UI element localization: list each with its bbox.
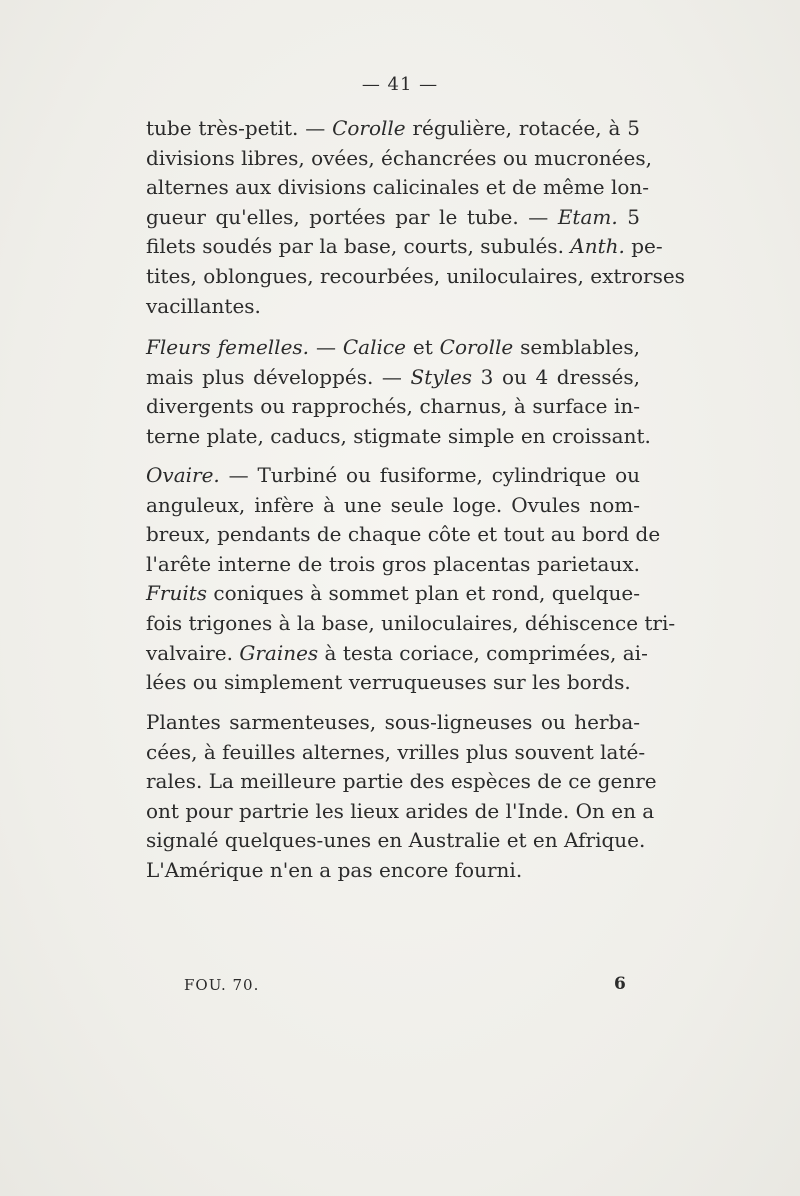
paragraph-fleurs-femelles <box>146 333 651 451</box>
text-line: Ovaire. — Turbiné ou fusiforme, cylindrique ou <box>146 463 640 487</box>
text-line: fois trigones à la base, uniloculaires, déhiscence tri- <box>146 610 676 635</box>
text-line: Fleurs femelles. — Calice et Corolle semblables, <box>146 335 640 359</box>
text-line: rales. La meilleure partie des espèces de ce genre <box>146 769 657 794</box>
text-line: filets soudés par la base, courts, subulés. Anth. pe- <box>146 234 663 259</box>
text-line: signalé quelques-unes en Australie et en Afrique. <box>146 828 646 853</box>
text-line: vacillantes. <box>146 293 261 318</box>
text-line: mais plus développés. — Styles 3 ou 4 dressés, <box>146 364 640 389</box>
text-line: L'Amérique n'en a pas encore fourni. <box>146 857 523 882</box>
text-line: gueur qu'elles, portées par le tube. — Etam. 5 <box>146 204 640 229</box>
text-line: lées ou simplement verruqueuses sur les bords. <box>146 670 631 695</box>
text-line: tites, oblongues, recourbées, uniloculaires, extrorses <box>146 263 685 288</box>
signature-mark: FOU. 70. <box>184 976 260 994</box>
paragraph-plantes <box>146 708 657 886</box>
text-line: Fruits coniques à sommet plan et rond, quelque- <box>146 581 640 606</box>
text-line: divergents ou rapprochés, charnus, à surface in- <box>146 394 640 419</box>
text-line: alternes aux divisions calicinales et de même lon- <box>146 175 650 200</box>
text-line: terne plate, caducs, stigmate simple en croissant. <box>146 423 651 448</box>
text-line: ont pour partrie les lieux arides de l'Inde. On en a <box>146 798 655 823</box>
sheet-number: 6 <box>614 974 626 994</box>
text-line: tube très-petit. — Corolle régulière, rotacée, à 5 <box>146 116 640 140</box>
paragraph-corolle <box>146 114 685 321</box>
page-number: — 41 — <box>361 74 439 95</box>
text-line: l'arête interne de trois gros placentas parietaux. <box>146 551 640 576</box>
text-line: valvaire. Graines à testa coriace, comprimées, ai- <box>146 640 648 665</box>
paragraph-ovaire <box>146 461 676 698</box>
text-line: cées, à feuilles alternes, vrilles plus souvent laté- <box>146 739 646 764</box>
text-line: divisions libres, ovées, échancrées ou mucronées, <box>146 145 652 170</box>
text-line: breux, pendants de chaque côte et tout au bord de <box>146 522 661 547</box>
text-line: anguleux, infère à une seule loge. Ovules nom- <box>146 492 640 517</box>
text-line: Plantes sarmenteuses, sous-ligneuses ou herba- <box>146 710 640 734</box>
